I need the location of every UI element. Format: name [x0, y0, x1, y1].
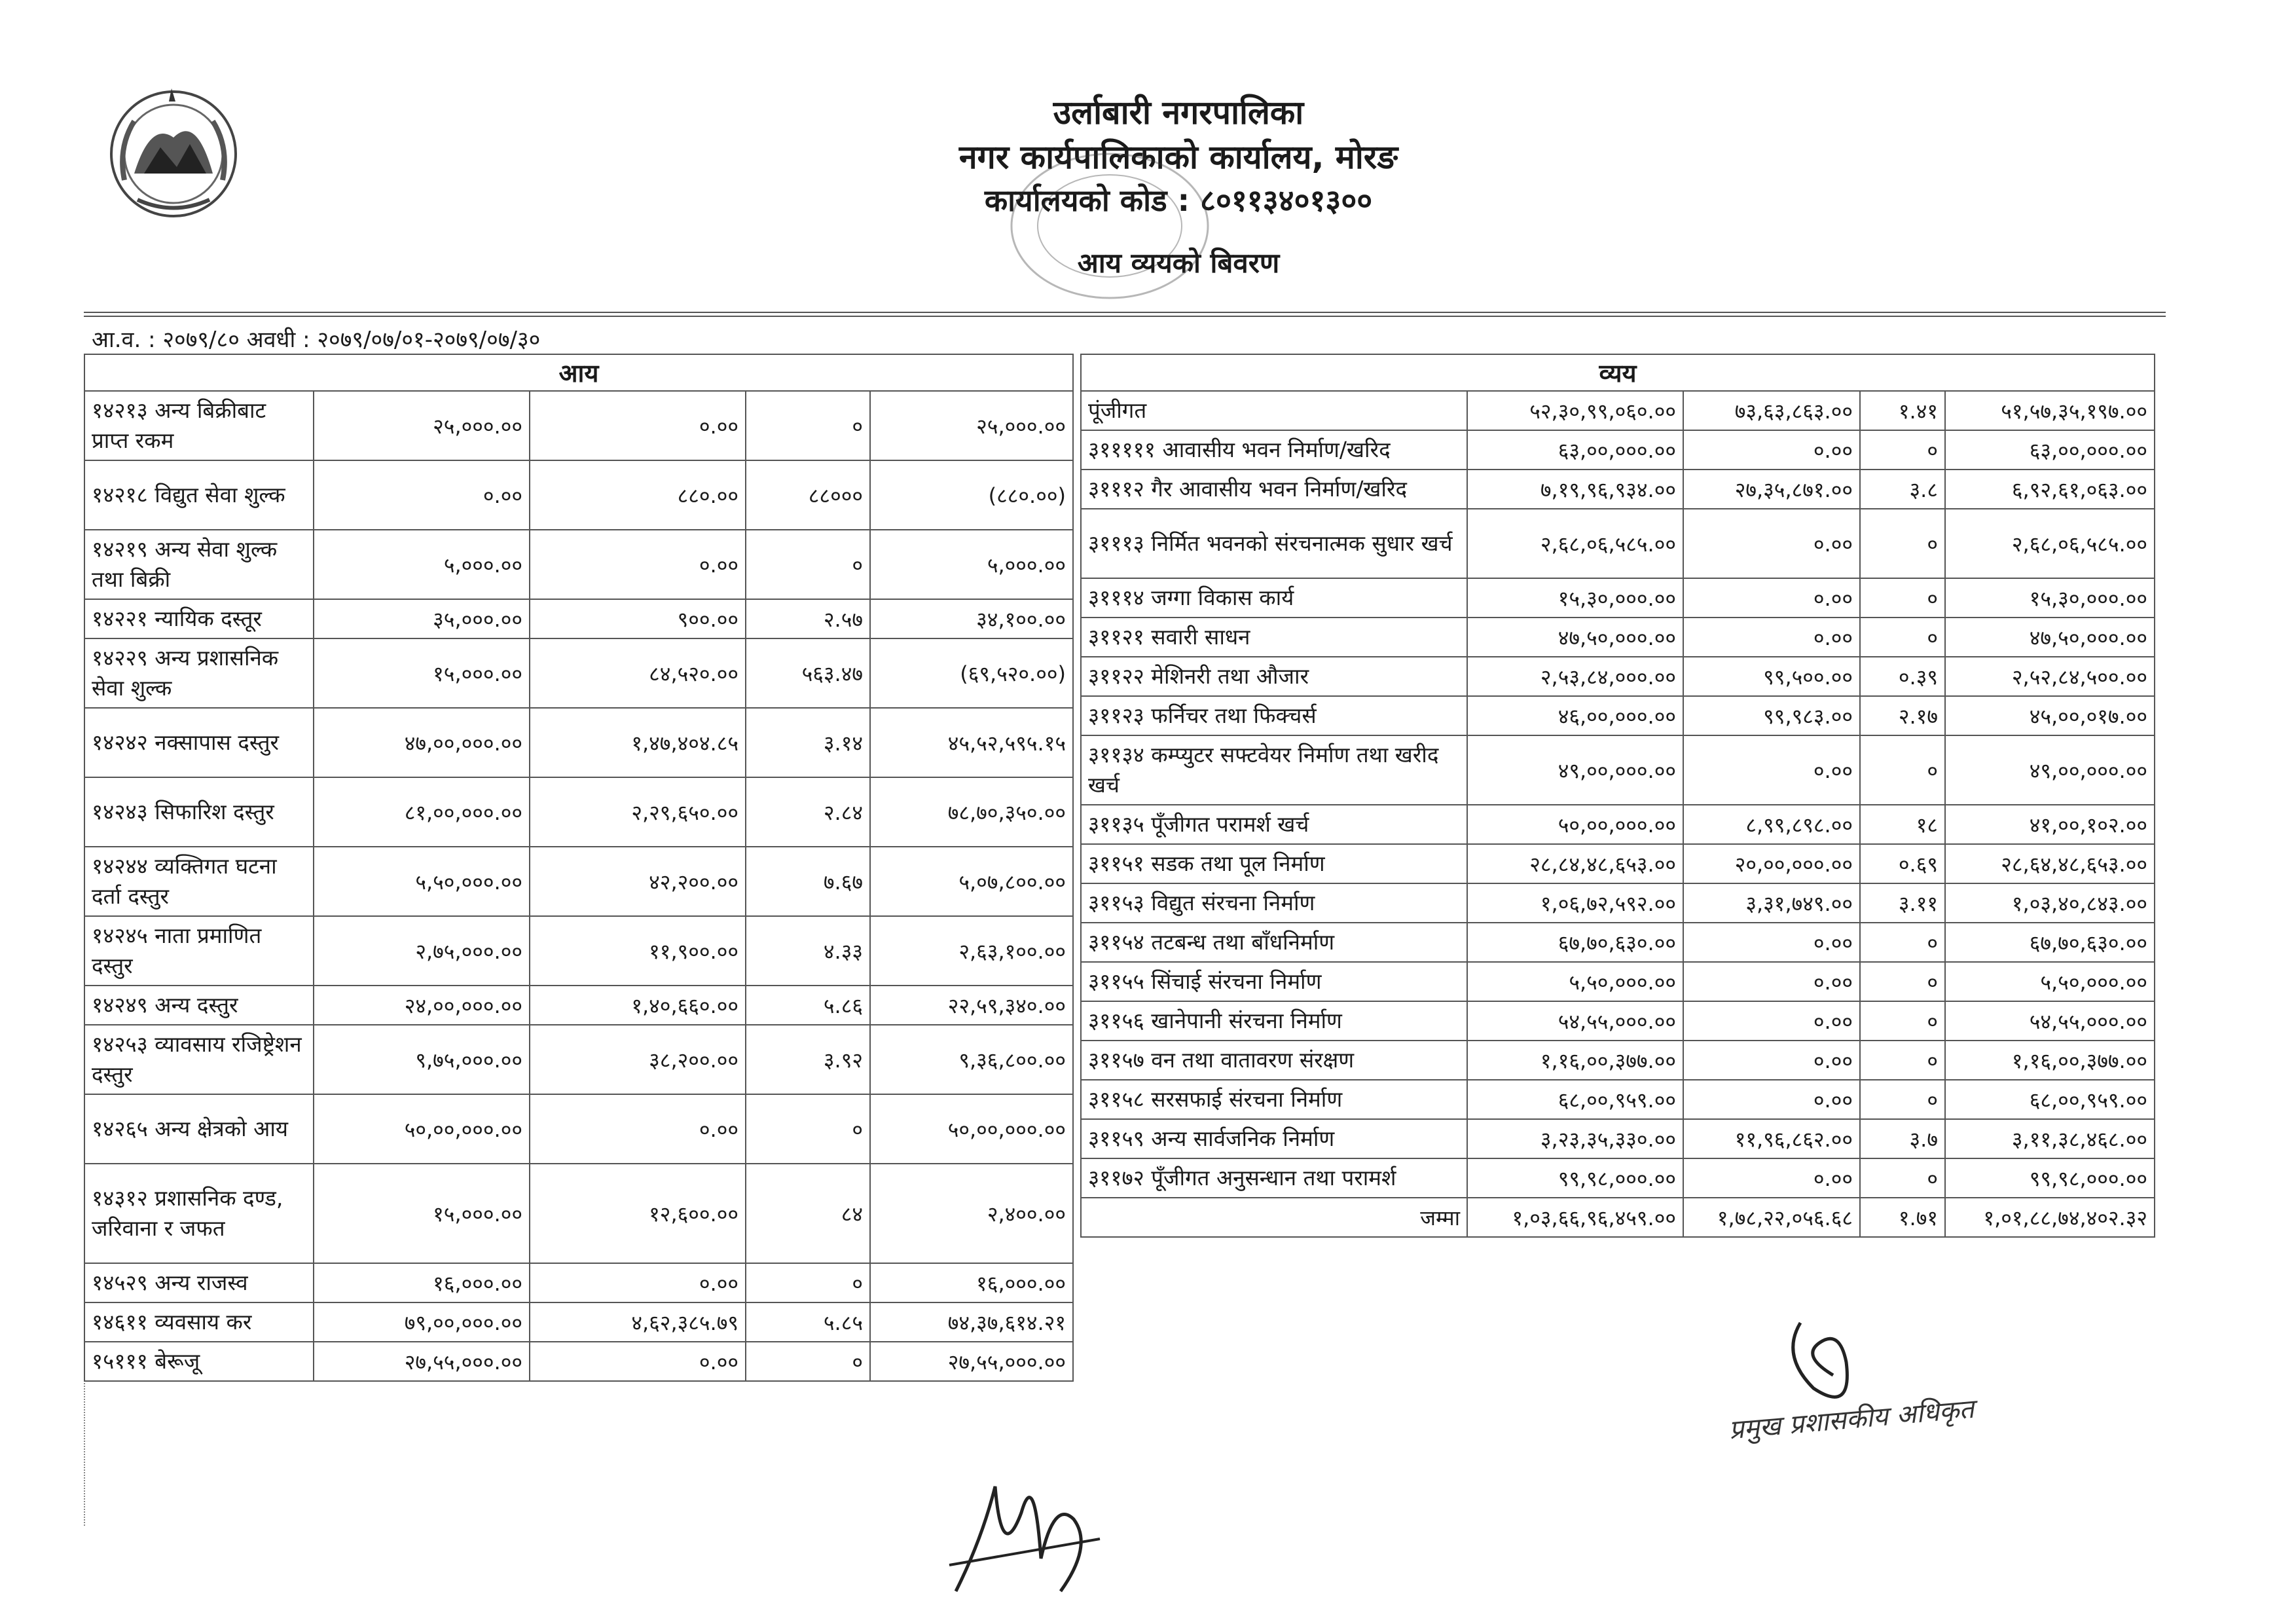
table-row: [1081, 1158, 2155, 1198]
table-row: [1081, 1119, 2155, 1158]
row-label: ३११७२ पूँजीगत अनुसन्धान तथा परामर्श: [1081, 1158, 1467, 1198]
row-value-v2: ३,३१,७४९.००: [1683, 883, 1860, 923]
row-value-v1: ४९,००,०००.००: [1467, 735, 1683, 805]
row-label: पूंजीगत: [1081, 391, 1467, 430]
row-value-v4: ४७,५०,०००.००: [1945, 618, 2155, 657]
row-value-v2: ७३,६३,८६३.००: [1683, 391, 1860, 430]
row-value-v3: १.४१: [1860, 391, 1945, 430]
row-label: १५१११ बेरूजू: [84, 1342, 314, 1381]
row-value-v4: ३४,१००.००: [870, 599, 1073, 638]
row-value-v3: ०: [1860, 1080, 1945, 1119]
expense-heading: व्यय: [1081, 354, 2155, 391]
table-row: [1081, 696, 2155, 735]
row-value-v2: ९९,९८३.००: [1683, 696, 1860, 735]
row-value-v2: ४,६२,३८५.७९: [530, 1302, 746, 1342]
row-value-v2: ११,९६,८६२.००: [1683, 1119, 1860, 1158]
row-value-v4: (६९,५२०.००): [870, 638, 1073, 708]
row-value-v3: ८४: [746, 1164, 870, 1263]
row-label: १४५२९ अन्य राजस्व: [84, 1263, 314, 1302]
row-value-v3: ०: [746, 1263, 870, 1302]
row-value-v1: ०.००: [314, 460, 530, 530]
row-value-v4: ६८,००,९५९.००: [1945, 1080, 2155, 1119]
row-label: ३११५६ खानेपानी संरचना निर्माण: [1081, 1001, 1467, 1041]
table-row: [1081, 1001, 2155, 1041]
expense-table: [1080, 354, 2155, 1238]
table-row: [84, 1164, 1073, 1263]
row-value-v1: १५,३०,०००.००: [1467, 578, 1683, 618]
row-value-v2: १२,६००.००: [530, 1164, 746, 1263]
row-value-v4: २२,५९,३४०.००: [870, 986, 1073, 1025]
row-value-v2: ०.००: [1683, 618, 1860, 657]
row-value-v4: २,६८,०६,५८५.००: [1945, 509, 2155, 578]
table-row: [84, 599, 1073, 638]
table-row: [1081, 735, 2155, 805]
row-value-v1: २८,८४,४८,६५३.००: [1467, 844, 1683, 883]
row-value-v1: ७९,००,०००.००: [314, 1302, 530, 1342]
row-value-v4: ७४,३७,६१४.२१: [870, 1302, 1073, 1342]
total-value-v3: १.७१: [1860, 1198, 1945, 1237]
document-title: आय व्ययको बिवरण: [1077, 247, 1280, 279]
officer-signature-block: [1728, 1316, 2226, 1467]
row-value-v3: ५६३.४७: [746, 638, 870, 708]
row-value-v4: ६७,७०,६३०.००: [1945, 923, 2155, 962]
row-value-v4: १,०३,४०,८४३.००: [1945, 883, 2155, 923]
row-value-v4: ६३,००,०००.००: [1945, 430, 2155, 470]
table-row: [1081, 657, 2155, 696]
row-value-v2: ०.००: [1683, 430, 1860, 470]
row-value-v1: १५,०००.००: [314, 1164, 530, 1263]
table-row: [1081, 883, 2155, 923]
row-label: १४२६५ अन्य क्षेत्रको आय: [84, 1094, 314, 1164]
income-table: [84, 354, 1074, 1382]
row-value-v3: ०: [1860, 1001, 1945, 1041]
table-row: [84, 708, 1073, 777]
row-value-v3: ०: [746, 1094, 870, 1164]
table-row: [1081, 509, 2155, 578]
total-label: जम्मा: [1081, 1198, 1467, 1237]
office-stamp-icon: [1002, 144, 1218, 308]
office-name: नगर कार्यपालिकाको कार्यालय, मोरङ: [958, 138, 1398, 176]
row-value-v1: १,१६,००,३७७.००: [1467, 1041, 1683, 1080]
row-label: १४२४४ व्यक्तिगत घटना दर्ता दस्तुर: [84, 847, 314, 916]
table-row: [1081, 923, 2155, 962]
row-value-v3: ७.६७: [746, 847, 870, 916]
table-row: [1081, 430, 2155, 470]
row-value-v2: ९००.००: [530, 599, 746, 638]
table-row: [1081, 391, 2155, 430]
row-label: ३१११११ आवासीय भवन निर्माण/खरिद: [1081, 430, 1467, 470]
row-value-v3: २.१७: [1860, 696, 1945, 735]
row-value-v1: ५०,००,०००.००: [1467, 805, 1683, 844]
row-label: ३११२२ मेशिनरी तथा औजार: [1081, 657, 1467, 696]
total-row: [1081, 1198, 2155, 1237]
row-value-v4: ५१,५७,३५,१९७.००: [1945, 391, 2155, 430]
header-divider: [84, 312, 2166, 313]
row-value-v4: ७८,७०,३५०.००: [870, 777, 1073, 847]
row-value-v4: १५,३०,०००.००: [1945, 578, 2155, 618]
table-row: [84, 916, 1073, 986]
row-value-v3: ५.८५: [746, 1302, 870, 1342]
row-value-v2: ०.००: [1683, 735, 1860, 805]
row-value-v1: ६८,००,९५९.००: [1467, 1080, 1683, 1119]
table-row: [84, 986, 1073, 1025]
row-value-v2: ८८०.००: [530, 460, 746, 530]
row-value-v2: १,४०,६६०.००: [530, 986, 746, 1025]
header-divider-2: [84, 316, 2166, 317]
row-label: १४२४३ सिफारिश दस्तुर: [84, 777, 314, 847]
row-value-v1: ३,२३,३५,३३०.००: [1467, 1119, 1683, 1158]
table-row: [1081, 1041, 2155, 1080]
table-row: [84, 391, 1073, 460]
row-value-v4: २८,६४,४८,६५३.००: [1945, 844, 2155, 883]
table-row: [84, 638, 1073, 708]
row-value-v2: २७,३५,८७१.००: [1683, 470, 1860, 509]
row-label: ३१११४ जग्गा विकास कार्य: [1081, 578, 1467, 618]
row-value-v3: २.५७: [746, 599, 870, 638]
row-value-v3: ०: [1860, 430, 1945, 470]
row-value-v2: ८,९९,८९८.००: [1683, 805, 1860, 844]
row-value-v4: ५४,५५,०००.००: [1945, 1001, 2155, 1041]
row-value-v1: १६,०००.००: [314, 1263, 530, 1302]
row-value-v3: ०: [746, 391, 870, 460]
row-value-v4: ५०,००,०००.००: [870, 1094, 1073, 1164]
row-value-v2: २०,००,०००.००: [1683, 844, 1860, 883]
row-value-v1: २४,००,०००.००: [314, 986, 530, 1025]
row-value-v4: ५,०००.००: [870, 530, 1073, 599]
row-value-v3: ४.३३: [746, 916, 870, 986]
table-row: [84, 847, 1073, 916]
row-value-v2: ८४,५२०.००: [530, 638, 746, 708]
row-value-v3: ०.३९: [1860, 657, 1945, 696]
row-value-v1: ५२,३०,९९,०६०.००: [1467, 391, 1683, 430]
row-value-v4: २,५२,८४,५००.००: [1945, 657, 2155, 696]
row-value-v2: ०.००: [1683, 1158, 1860, 1198]
total-value-v4: १,०१,८८,७४,४०२.३२: [1945, 1198, 2155, 1237]
table-row: [84, 460, 1073, 530]
row-value-v3: ०.६९: [1860, 844, 1945, 883]
row-value-v1: ६३,००,०००.००: [1467, 430, 1683, 470]
row-label: ३१११२ गैर आवासीय भवन निर्माण/खरिद: [1081, 470, 1467, 509]
row-value-v4: ४१,००,१०२.००: [1945, 805, 2155, 844]
row-label: १४२१८ विद्युत सेवा शुल्क: [84, 460, 314, 530]
row-value-v2: ३८,२००.००: [530, 1025, 746, 1094]
table-row: [84, 530, 1073, 599]
row-value-v1: १५,०००.००: [314, 638, 530, 708]
table-row: [1081, 470, 2155, 509]
table-row: [1081, 844, 2155, 883]
row-value-v1: १,०६,७२,५९२.००: [1467, 883, 1683, 923]
table-row: [84, 1094, 1073, 1164]
row-value-v2: ०.००: [530, 1263, 746, 1302]
row-value-v1: ५,५०,०००.००: [314, 847, 530, 916]
row-value-v2: १,४७,४०४.८५: [530, 708, 746, 777]
row-label: ३११३५ पूँजीगत परामर्श खर्च: [1081, 805, 1467, 844]
row-value-v1: ५,५०,०००.००: [1467, 962, 1683, 1001]
row-value-v4: २७,५५,०००.००: [870, 1342, 1073, 1381]
row-value-v4: १,१६,००,३७७.००: [1945, 1041, 2155, 1080]
row-value-v3: ०: [1860, 735, 1945, 805]
row-value-v4: ९,३६,८००.००: [870, 1025, 1073, 1094]
row-value-v4: (८८०.००): [870, 460, 1073, 530]
table-row: [84, 1302, 1073, 1342]
row-value-v1: ५,०००.००: [314, 530, 530, 599]
row-value-v3: ०: [1860, 618, 1945, 657]
row-value-v1: ४७,५०,०००.००: [1467, 618, 1683, 657]
table-row: [1081, 805, 2155, 844]
row-label: १४२२१ न्यायिक दस्तूर: [84, 599, 314, 638]
row-value-v3: १८: [1860, 805, 1945, 844]
row-label: ३११५४ तटबन्ध तथा बाँधनिर्माण: [1081, 923, 1467, 962]
table-row: [84, 1025, 1073, 1094]
row-value-v3: ३.९२: [746, 1025, 870, 1094]
row-value-v2: ०.००: [530, 1342, 746, 1381]
row-value-v2: ०.००: [1683, 923, 1860, 962]
row-value-v2: ४२,२००.००: [530, 847, 746, 916]
table-row: [1081, 1080, 2155, 1119]
row-label: १४२४९ अन्य दस्तुर: [84, 986, 314, 1025]
row-value-v4: १६,०००.००: [870, 1263, 1073, 1302]
table-row: [84, 1342, 1073, 1381]
row-value-v4: ६,९२,६१,०६३.००: [1945, 470, 2155, 509]
row-value-v4: २,४००.००: [870, 1164, 1073, 1263]
officer-designation: प्रमुख प्रशासकीय अधिकृत: [1727, 1393, 1976, 1446]
row-value-v3: ०: [1860, 962, 1945, 1001]
row-value-v4: ४९,००,०००.००: [1945, 735, 2155, 805]
row-value-v1: ९,७५,०००.००: [314, 1025, 530, 1094]
row-value-v3: ०: [1860, 578, 1945, 618]
row-value-v2: ०.००: [530, 1094, 746, 1164]
left-signature-icon: [943, 1460, 1113, 1617]
row-label: ३११२३ फर्निचर तथा फिक्चर्स: [1081, 696, 1467, 735]
row-value-v3: ५.८६: [746, 986, 870, 1025]
row-value-v1: २,६८,०६,५८५.००: [1467, 509, 1683, 578]
office-code: कार्यालयको कोड : ८०११३४०१३००: [984, 183, 1373, 218]
row-value-v4: ४५,५२,५९५.१५: [870, 708, 1073, 777]
row-value-v2: ०.००: [1683, 509, 1860, 578]
row-value-v1: २७,५५,०००.००: [314, 1342, 530, 1381]
row-value-v3: ३.१४: [746, 708, 870, 777]
row-value-v1: ८१,००,०००.००: [314, 777, 530, 847]
row-value-v1: २५,०००.००: [314, 391, 530, 460]
row-value-v2: ०.००: [530, 391, 746, 460]
row-value-v2: ०.००: [530, 530, 746, 599]
row-label: ३११५८ सरसफाई संरचना निर्माण: [1081, 1080, 1467, 1119]
table-row: [84, 777, 1073, 847]
row-label: ३११५७ वन तथा वातावरण संरक्षण: [1081, 1041, 1467, 1080]
row-value-v2: ९९,५००.००: [1683, 657, 1860, 696]
row-label: १४२४२ नक्सापास दस्तुर: [84, 708, 314, 777]
row-value-v3: ३.८: [1860, 470, 1945, 509]
row-value-v1: ४६,००,०००.००: [1467, 696, 1683, 735]
row-value-v2: २,२९,६५०.००: [530, 777, 746, 847]
table-row: [84, 1263, 1073, 1302]
row-value-v3: ०: [746, 1342, 870, 1381]
row-label: १४२५३ व्यावसाय रजिष्ट्रेशन दस्तुर: [84, 1025, 314, 1094]
row-value-v4: ५,०७,८००.००: [870, 847, 1073, 916]
row-value-v1: ७,१९,९६,९३४.००: [1467, 470, 1683, 509]
row-label: १४२१३ अन्य बिक्रीबाट प्राप्त रकम: [84, 391, 314, 460]
row-label: १४२२९ अन्य प्रशासनिक सेवा शुल्क: [84, 638, 314, 708]
row-label: ३११५१ सडक तथा पूल निर्माण: [1081, 844, 1467, 883]
row-value-v4: ५,५०,०००.००: [1945, 962, 2155, 1001]
row-value-v4: ४५,००,०१७.००: [1945, 696, 2155, 735]
row-value-v3: ८८०००: [746, 460, 870, 530]
row-value-v1: ४७,००,०००.००: [314, 708, 530, 777]
row-value-v3: ३.७: [1860, 1119, 1945, 1158]
row-value-v3: ०: [1860, 923, 1945, 962]
table-row: [1081, 962, 2155, 1001]
row-value-v3: ०: [746, 530, 870, 599]
row-value-v2: ०.००: [1683, 962, 1860, 1001]
row-label: १४२१९ अन्य सेवा शुल्क तथा बिक्री: [84, 530, 314, 599]
income-heading: आय: [84, 354, 1073, 391]
row-value-v4: २५,०००.००: [870, 391, 1073, 460]
row-value-v3: २.८४: [746, 777, 870, 847]
total-value-v1: १,०३,६६,९६,४५९.००: [1467, 1198, 1683, 1237]
row-label: ३११२१ सवारी साधन: [1081, 618, 1467, 657]
municipality-name: उर्लाबारी नगरपालिका: [1053, 94, 1304, 132]
row-value-v1: ५४,५५,०००.००: [1467, 1001, 1683, 1041]
row-label: १४६११ व्यवसाय कर: [84, 1302, 314, 1342]
row-value-v3: ०: [1860, 1158, 1945, 1198]
government-emblem-icon: [98, 75, 249, 226]
row-value-v1: ६७,७०,६३०.००: [1467, 923, 1683, 962]
row-value-v2: ०.००: [1683, 1080, 1860, 1119]
total-value-v2: १,७८,२२,०५६.६८: [1683, 1198, 1860, 1237]
row-label: ३११५३ विद्युत संरचना निर्माण: [1081, 883, 1467, 923]
row-value-v4: ९९,९८,०००.००: [1945, 1158, 2155, 1198]
row-value-v2: ०.००: [1683, 578, 1860, 618]
row-value-v3: ३.११: [1860, 883, 1945, 923]
row-value-v3: ०: [1860, 1041, 1945, 1080]
row-value-v1: ९९,९८,०००.००: [1467, 1158, 1683, 1198]
row-label: १४२४५ नाता प्रमाणित दस्तुर: [84, 916, 314, 986]
row-label: १४३१२ प्रशासनिक दण्ड, जरिवाना र जफत: [84, 1164, 314, 1263]
table-row: [1081, 578, 2155, 618]
row-value-v2: ०.००: [1683, 1041, 1860, 1080]
row-value-v1: २,५३,८४,०००.००: [1467, 657, 1683, 696]
row-label: ३११५९ अन्य सार्वजनिक निर्माण: [1081, 1119, 1467, 1158]
row-label: ३१११३ निर्मित भवनको संरचनात्मक सुधार खर्च: [1081, 509, 1467, 578]
row-value-v4: २,६३,१००.००: [870, 916, 1073, 986]
row-label: ३११५५ सिंचाई संरचना निर्माण: [1081, 962, 1467, 1001]
fiscal-period: आ.व. : २०७९/८० अवधी : २०७९/०७/०१-२०७९/०७/३०: [92, 327, 541, 353]
row-value-v4: ३,११,३८,४६८.००: [1945, 1119, 2155, 1158]
row-value-v1: ३५,०००.००: [314, 599, 530, 638]
row-value-v2: ०.००: [1683, 1001, 1860, 1041]
row-label: ३११३४ कम्प्युटर सफ्टवेयर निर्माण तथा खरीद खर्च: [1081, 735, 1467, 805]
row-value-v1: ५०,००,०००.००: [314, 1094, 530, 1164]
table-row: [1081, 618, 2155, 657]
row-value-v3: ०: [1860, 509, 1945, 578]
row-value-v1: २,७५,०००.००: [314, 916, 530, 986]
row-value-v2: ११,९००.००: [530, 916, 746, 986]
